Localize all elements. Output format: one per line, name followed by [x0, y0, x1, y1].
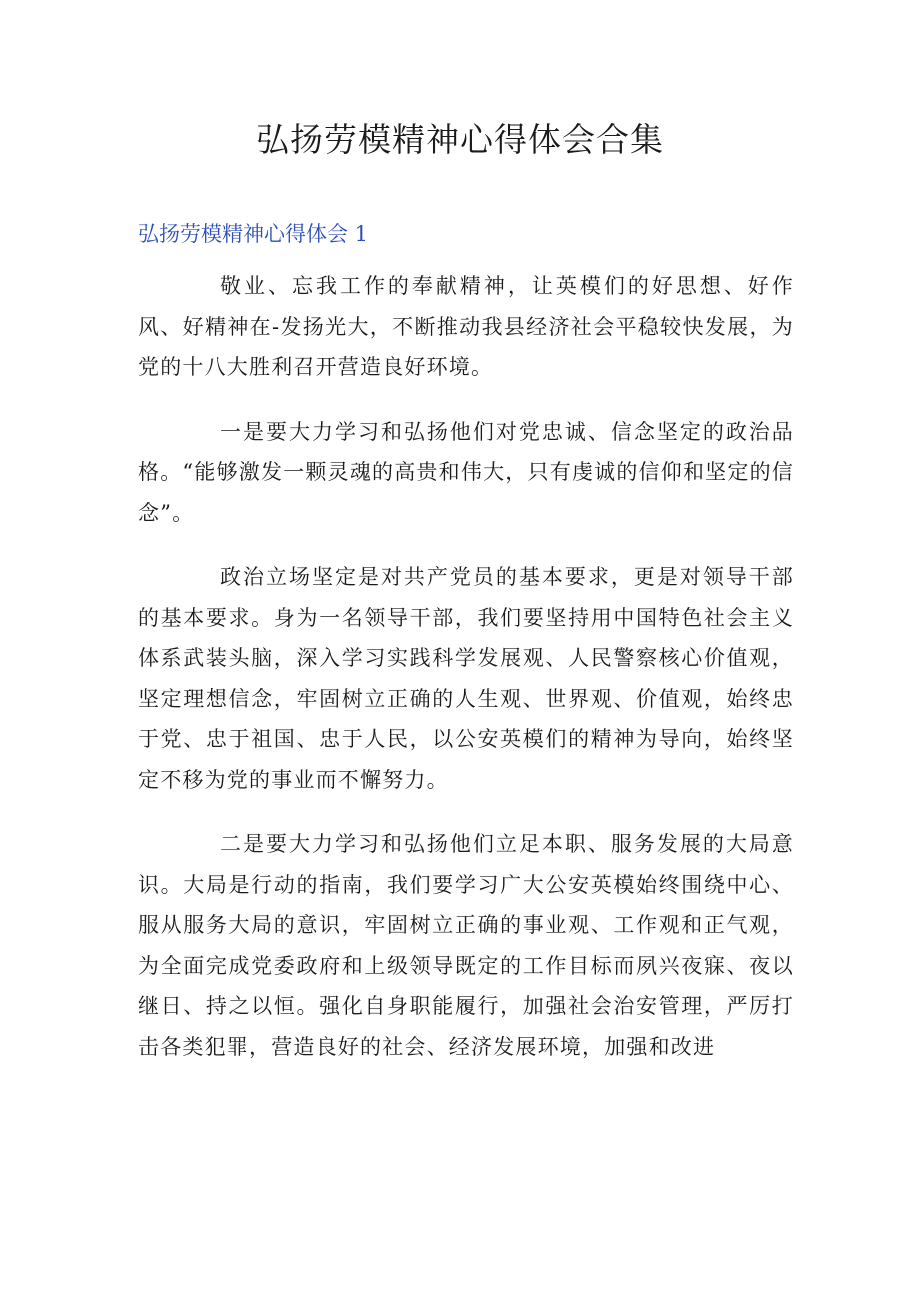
paragraph-2: 一是要大力学习和弘扬他们对党忠诚、信念坚定的政治品格。“能够激发一颗灵魂的高贵和伟大，只有虔诚的信仰和坚定的信念”。: [138, 419, 794, 525]
paragraph-1: 敬业、忘我工作的奉献精神，让英模们的好思想、好作风、好精神在-发扬光大，不断推动我县经济社会平稳较快发展，为党的十八大胜利召开营造良好环境。: [138, 274, 794, 379]
document-title: 弘扬劳模精神心得体会合集: [256, 120, 664, 159]
paragraph-3: 政治立场坚定是对共产党员的基本要求，更是对领导干部的基本要求。身为一名领导干部，我们要坚持用中国特色社会主义体系武装头脑，深入学习实践科学发展观、人民警察核心价值观，坚定理想信念，牢固树立正确的人生观、世界观、价值观，始终忠于党、忠于祖国、忠于人民，以公安英模们的精神为导向，始终坚定不移为党的事业而不懈努力。: [138, 565, 794, 792]
paragraph-4: 二是要大力学习和弘扬他们立足本职、服务发展的大局意识。大局是行动的指南，我们要学习广大公安英模始终围绕中心、服从服务大局的意识，牢固树立正确的事业观、工作观和正气观，为全面完成党委政府和上级领导既定的工作目标而夙兴夜寐、夜以继日、持之以恒。强化自身职能履行，加强社会治安管理，严厉打击各类犯罪，营造良好的社会、经济发展环境，加强和改进: [138, 832, 794, 1059]
section-heading: 弘扬劳模精神心得体会 1: [138, 222, 369, 246]
document-body: [138, 266, 794, 1091]
